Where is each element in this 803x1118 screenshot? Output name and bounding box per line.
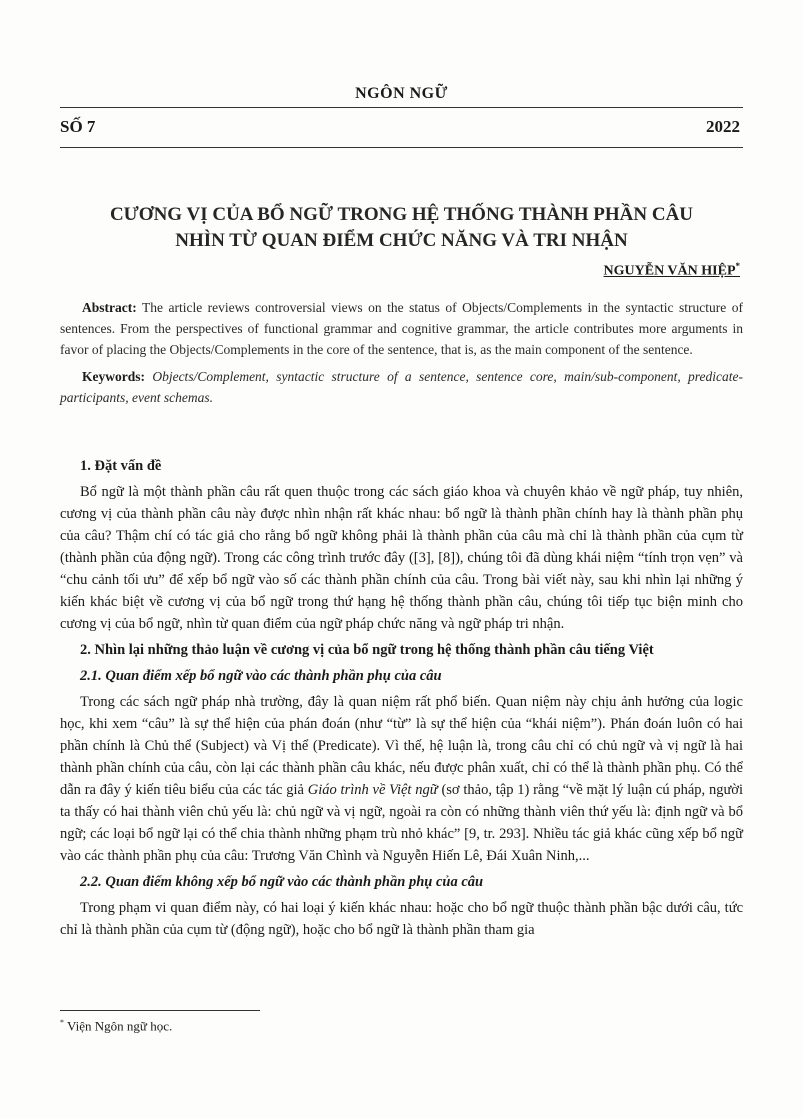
footnote: [60, 1018, 172, 1034]
section-2-heading: 2. Nhìn lại những thảo luận về cương vị của bổ ngữ trong hệ thống thành phần câu tiếng Việt: [80, 642, 654, 658]
abstract-paragraph: [60, 297, 743, 360]
footnote-text: Viện Ngôn ngữ học.: [67, 1018, 173, 1034]
footnote-rule: [60, 1010, 260, 1011]
keywords-label: Keywords:: [82, 369, 145, 384]
keywords-paragraph: [60, 366, 743, 408]
section-1-heading: 1. Đặt vấn đề: [80, 458, 162, 474]
header-rule-bottom: [60, 147, 743, 148]
book-title: Giáo trình về Việt ngữ: [307, 782, 438, 798]
section-1-paragraph: Bổ ngữ là một thành phần câu rất quen thuộc trong các sách giáo khoa và chuyên khảo về ngữ pháp, tuy nhiên, cương vị của thành phần câu này được nhìn nhận rất khác nhau: bổ ngữ là thành phần chính hay là thành phần phụ của câu? Thậm chí có tác giả cho rằng bổ ngữ không phải là thành phần của câu mà chỉ là thành phần của cụm từ (thành phần của động ngữ). Trong các công trình trước đây ([3], [8]), chúng tôi đã dùng khái niệm “tính trọn vẹn” và “chu cảnh tối ưu” để xếp bổ ngữ vào số các thành phần chính của câu. Trong bài viết này, sau khi nhìn lại những ý kiến khác biệt về cương vị của bổ ngữ trong thứ hạng hệ thống thành phần câu, chúng tôi tiếp tục biện minh cho cương vị của bổ ngữ, nhìn từ quan điểm của ngữ pháp chức năng và ngữ pháp tri nhận.: [60, 484, 743, 632]
title-line-2: NHÌN TỪ QUAN ĐIỂM CHỨC NĂNG VÀ TRI NHẬN: [175, 230, 628, 251]
footnote-mark: *: [60, 1018, 64, 1027]
abstract-block: [60, 297, 743, 408]
keywords-text: Objects/Complement, syntactic structure of a sentence, sentence core, main/sub-component, predicate-participants, event schemas.: [60, 369, 744, 405]
abstract-label: Abstract:: [82, 300, 137, 315]
article-title: [30, 202, 773, 254]
issue-number: SỐ 7: [60, 117, 96, 136]
author-text: NGUYỄN VĂN HIỆP: [603, 263, 736, 279]
abstract-text: The article reviews controversial views on the status of Objects/Complements in the syntactic structure of sentences. From the perspectives of functional grammar and cognitive grammar, the article contributes more arguments in favor of placing the Objects/Complements in the core of the sentence, that is, as the main component of the sentence.: [60, 300, 743, 357]
section-2-2-heading: 2.2. Quan điểm không xếp bổ ngữ vào các thành phần phụ của câu: [80, 874, 484, 890]
header-rule-top: [60, 107, 743, 108]
section-2-1-text-b: (sơ thảo, tập 1) rằng “về mặt lý luận cú pháp, người ta thấy có hai thành viên chủ yếu là: chủ ngữ và vị ngữ, ngoài ra còn có những thành viên thứ yếu là: định ngữ và bổ ngữ; các loại bổ ngữ lại có thể chia thành những phạm trù nhỏ khác” [9, tr. 293]. Nhiều tác giả khác cũng xếp bổ ngữ vào các thành phần phụ của câu: Trương Văn Chình và Nguyễn Hiến Lê, Đái Xuân Ninh,...: [60, 782, 744, 864]
section-2-1-heading: 2.1. Quan điểm xếp bổ ngữ vào các thành phần phụ của câu: [80, 668, 442, 684]
title-line-1: CƯƠNG VỊ CỦA BỔ NGỮ TRONG HỆ THỐNG THÀNH PHẦN CÂU: [109, 204, 694, 225]
section-2-2-paragraph: Trong phạm vi quan điểm này, có hai loại ý kiến khác nhau: hoặc cho bổ ngữ thuộc thành phần bậc dưới câu, tức chỉ là thành phần của cụm từ (động ngữ), hoặc cho bổ ngữ là thành phần tham gia: [60, 900, 743, 938]
issue-year: 2022: [706, 117, 740, 136]
article-body: [60, 455, 743, 945]
section-2-1-paragraph: [60, 691, 743, 867]
journal-name: NGÔN NGỮ: [355, 85, 448, 102]
section-2-1-text-a: Trong các sách ngữ pháp nhà trường, đây là quan niệm rất phổ biến. Quan niệm này chịu ảnh hưởng của logic học, khi xem “câu” là sự thể hiện của phán đoán (như “từ” là sự thể hiện của “khái niệm”). Phán đoán luôn có hai phần chính là Chủ thể (Subject) và Vị thể (Predicate). Vì thế, hệ luận là, trong câu chỉ có chủ ngữ và vị ngữ là hai thành phần chính của câu, còn lại các thành phần câu khác, nếu được phân xuất, chỉ có thể là thành phần phụ. Có thể dẫn ra đây ý kiến tiêu biểu của các tác giả: [60, 694, 743, 798]
author-footnote-mark: *: [735, 261, 740, 271]
author-name: [604, 261, 740, 280]
